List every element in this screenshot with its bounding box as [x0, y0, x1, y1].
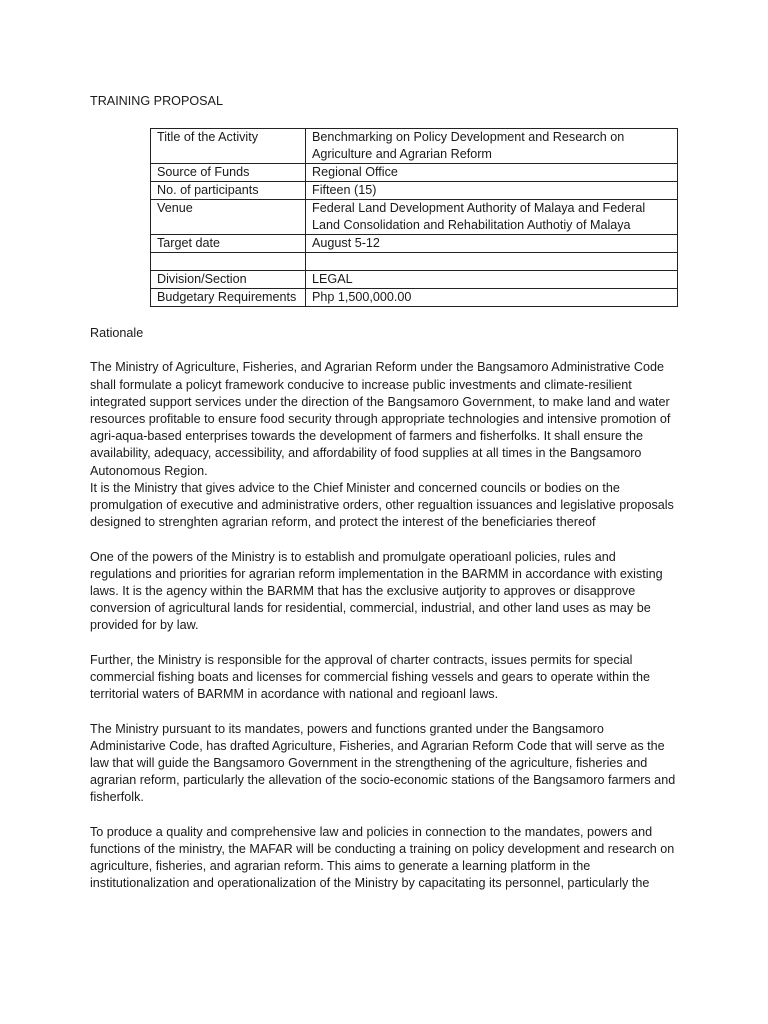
paragraph: It is the Ministry that gives advice to the Chief Minister and concerned councils or bodies on the promulgation of executive and administrative orders, other regualtion issuances and legislative proposals designed to strenghten agrarian reform, and protect the interest of the beneficiaries thereof: [90, 480, 674, 530]
table-row: [151, 182, 678, 200]
row-value: Regional Office: [306, 164, 678, 182]
row-label: Title of the Activity: [151, 129, 306, 164]
row-label: Venue: [151, 200, 306, 235]
paragraph: The Ministry pursuant to its mandates, powers and functions granted under the Bangsamoro Administarive Code, has drafted Agriculture, Fisheries, and Agrarian Reform Code that will serve as the law that will guide the Bangsamoro Government in the strengthening of the agriculture, fisheries and agrarian reform, particularly the allevation of the socio-economic stations of the Bangsamoro farmers and fisherfolk.: [90, 721, 676, 805]
table-row: [151, 289, 678, 307]
table-row: [151, 200, 678, 235]
document-body: [90, 325, 680, 893]
row-value: LEGAL: [306, 271, 678, 289]
paragraph: Further, the Ministry is responsible for the approval of charter contracts, issues permits for special commercial fishing boats and licenses for commercial fishing vessels and gears to operate within the territorial waters of BARMM in acordance with national and regioanl laws.: [90, 652, 650, 702]
activity-info-table: [150, 128, 678, 307]
table-row: [151, 235, 678, 253]
row-label: No. of participants: [151, 182, 306, 200]
document-title: TRAINING PROPOSAL: [90, 94, 223, 108]
row-value: August 5-12: [306, 235, 678, 253]
row-label: Target date: [151, 235, 306, 253]
table-row: [151, 129, 678, 164]
paragraph: One of the powers of the Ministry is to establish and promulgate operatioanl policies, rules and regulations and priorities for agrarian reform implementation in the BARMM in accordance with existing laws. It is the agency within the BARMM that has the exclusive autjority to approves or disapprove conversion of agricultural lands for residential, commercial, industrial, and other land uses as may be provided for by law.: [90, 549, 663, 633]
row-label: [151, 253, 306, 271]
paragraph: The Ministry of Agriculture, Fisheries, and Agrarian Reform under the Bangsamoro Administrative Code shall formulate a policyt framework conducive to increase public investments and climate-resilient integrated support services under the direction of the Bangsamoro Government, to make land and water resources profitable to ensure food security through appropriate technologies and intensive promotion of agri-aqua-based enterprises towards the development of farmers and fisherfolks. It shall ensure the availability, adequacy, accessibility, and affordability of food supplies at all times in the Bangsamoro Autonomous Region.: [90, 360, 671, 478]
section-heading: Rationale: [90, 326, 144, 340]
row-value: [306, 253, 678, 271]
row-value: Federal Land Development Authority of Malaya and Federal Land Consolidation and Rehabilitation Authotiy of Malaya: [306, 200, 678, 235]
table-row: [151, 164, 678, 182]
row-label: Division/Section: [151, 271, 306, 289]
paragraph: To produce a quality and comprehensive law and policies in connection to the mandates, powers and functions of the ministry, the MAFAR will be conducting a training on policy development and research on agriculture, fisheries, and agrarian reform. This aims to generate a learning platform in the institutionalization and operationalization of the Ministry by capacitating its personnel, particularly the: [90, 824, 675, 891]
table-row-empty: [151, 253, 678, 271]
row-value: Benchmarking on Policy Development and Research on Agriculture and Agrarian Reform: [306, 129, 678, 164]
row-label: Source of Funds: [151, 164, 306, 182]
row-value: Fifteen (15): [306, 182, 678, 200]
row-label: Budgetary Requirements: [151, 289, 306, 307]
table-row: [151, 271, 678, 289]
row-value: Php 1,500,000.00: [306, 289, 678, 307]
